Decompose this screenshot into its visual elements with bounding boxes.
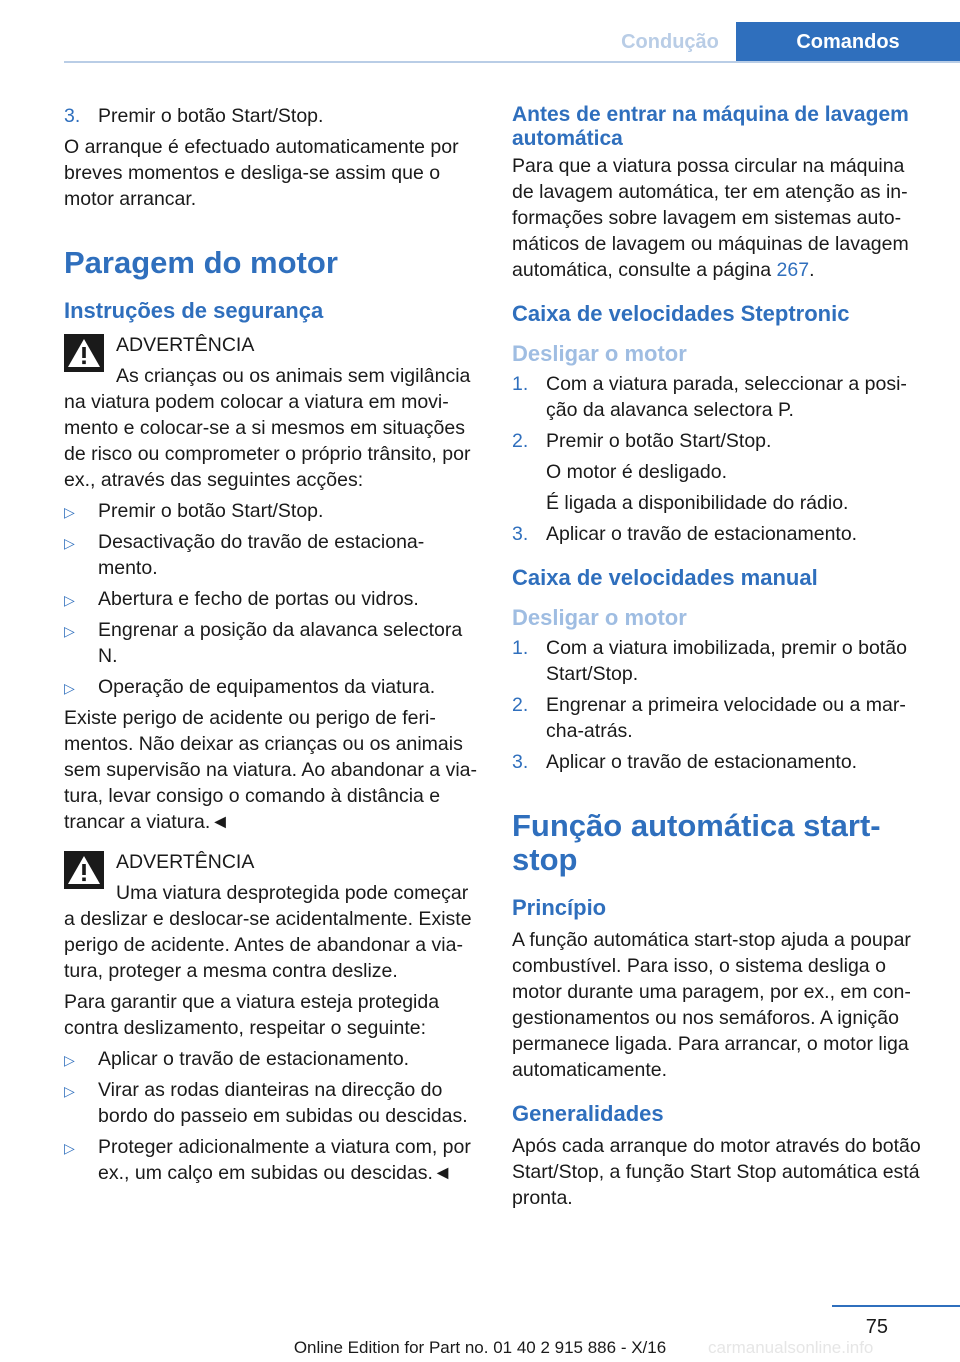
subsection-heading: Instruções de segurança xyxy=(64,298,324,323)
subsection-heading: Generalidades xyxy=(512,1101,664,1126)
step-text: Aplicar o travão de estacionamento. xyxy=(546,523,858,545)
list-item-text: Premir o botão Start/Stop. xyxy=(98,500,324,522)
subsection-heading: Caixa de velocidades Steptronic xyxy=(512,301,850,326)
minor-heading: Desligar o motor xyxy=(512,341,687,366)
step-text: Com a viatura imobilizada, premir o botão Start/Stop. xyxy=(546,637,907,685)
warning-text: Uma viatura desprotegida pode começar a deslizar e deslocar-se acidentalmente. Existe perigo de acidente. Antes de abandonar a via-tura, proteger a mesma contra deslize. xyxy=(64,882,472,982)
list-item-text: Virar as rodas dianteiras na direcção do bordo do passeio em subidas ou descidas. xyxy=(98,1079,468,1127)
warning-box xyxy=(64,849,478,984)
list-item-text: Desactivação do travão de estaciona-mento. xyxy=(98,531,425,579)
list-item xyxy=(64,1046,478,1072)
page-header xyxy=(0,0,960,62)
step-number: 3. xyxy=(512,751,529,773)
list-item xyxy=(64,103,478,129)
page-reference-link[interactable]: 267 xyxy=(776,259,810,281)
edition-footer: Online Edition for Part no. 01 40 2 915 886 - X/16 xyxy=(293,1338,667,1357)
list-item xyxy=(64,1134,478,1186)
chapter-tab: Comandos xyxy=(736,22,960,62)
bullet-list xyxy=(64,1046,478,1186)
bullet-triangle-icon: ▷ xyxy=(64,1083,75,1099)
list-item xyxy=(512,635,928,687)
section-tab: Condução xyxy=(604,22,736,62)
bullet-triangle-icon: ▷ xyxy=(64,1140,75,1156)
bullet-triangle-icon: ▷ xyxy=(64,535,75,551)
subsection-heading: Princípio xyxy=(512,895,607,920)
step-text: Com a viatura parada, seleccionar a posi-ção da alavanca selectora P. xyxy=(546,373,907,421)
list-item xyxy=(64,1077,478,1129)
continued-steps xyxy=(64,103,478,129)
footer-divider xyxy=(832,1305,960,1307)
page-number: 75 xyxy=(865,1316,888,1338)
bullet-triangle-icon: ▷ xyxy=(64,1052,75,1068)
list-item xyxy=(512,428,928,516)
paragraph: Após cada arranque do motor através do botão Start/Stop, a função Start Stop automática está pronta. xyxy=(512,1135,921,1209)
warning-triangle-icon xyxy=(64,851,104,889)
warning-title: ADVERTÊNCIA xyxy=(116,334,255,356)
section-heading: Função automática start-stop xyxy=(512,808,881,877)
list-item xyxy=(64,498,478,524)
bullet-triangle-icon: ▷ xyxy=(64,504,75,520)
list-item xyxy=(512,749,928,775)
step-number: 3. xyxy=(64,105,81,127)
carwash-text: Para que a viatura possa circular na máquina de lavagem automática, ter em atenção as in-formações sobre lavagem em sistemas auto-máticos de lavagem ou máquinas de lavagem automática, consulte a página xyxy=(512,155,909,281)
list-item xyxy=(64,674,478,700)
bullet-list xyxy=(64,498,478,700)
list-item xyxy=(512,521,928,547)
step-result: O motor é desligado. xyxy=(546,461,728,483)
list-item xyxy=(64,617,478,669)
watermark: carmanualsonline.info xyxy=(708,1338,874,1357)
list-item-text: Proteger adicionalmente a viatura com, por ex., um calço em subidas ou descidas.◄ xyxy=(98,1136,471,1184)
list-item xyxy=(512,692,928,744)
warning-triangle-icon xyxy=(64,334,104,372)
list-item-text: Operação de equipamentos da viatura. xyxy=(98,676,436,698)
paragraph: Para garantir que a viatura esteja protegida contra deslizamento, respeitar o seguinte: xyxy=(64,991,440,1039)
punctuation: . xyxy=(809,259,815,281)
step-text: Premir o botão Start/Stop. xyxy=(546,430,772,452)
paragraph: O arranque é efectuado automaticamente por breves momentos e desliga-se assim que o motor arrancar. xyxy=(64,136,459,210)
step-result: É ligada a disponibilidade do rádio. xyxy=(546,492,849,514)
step-text: Premir o botão Start/Stop. xyxy=(98,105,324,127)
numbered-list xyxy=(512,371,928,547)
header-divider xyxy=(64,61,960,63)
list-item-text: Abertura e fecho de portas ou vidros. xyxy=(98,588,419,610)
list-item-text: Aplicar o travão de estacionamento. xyxy=(98,1048,410,1070)
step-text: Engrenar a primeira velocidade ou a mar-cha-atrás. xyxy=(546,694,906,742)
list-item xyxy=(64,586,478,612)
section-heading: Paragem do motor xyxy=(64,245,338,280)
right-column xyxy=(512,103,928,1216)
warning-text: As crianças ou os animais sem vigilância na viatura podem colocar a viatura em movi-mento e colocar-se a si mesmos em situações de risco ou comprometer o próprio trânsito, por ex., através das seguintes acções: xyxy=(64,365,471,491)
step-number: 2. xyxy=(512,694,529,716)
step-text: Aplicar o travão de estacionamento. xyxy=(546,751,858,773)
warning-box xyxy=(64,332,478,493)
paragraph: Existe perigo de acidente ou perigo de feri-mentos. Não deixar as crianças ou os animais sem supervisão na viatura. Ao abandonar a via-tura, levar consigo o comando à distância e trancar a viatura.◄ xyxy=(64,707,477,833)
paragraph xyxy=(512,153,928,283)
subsection-heading: Antes de entrar na máquina de lavagem automática xyxy=(512,103,909,150)
paragraph: A função automática start-stop ajuda a poupar combustível. Para isso, o sistema desliga o motor durante uma paragem, por ex., em con-gestionamentos ou nos semáforos. A ignição permanece ligada. Para arrancar, o motor liga automaticamente. xyxy=(512,929,911,1081)
subsection-heading: Caixa de velocidades manual xyxy=(512,565,818,590)
minor-heading: Desligar o motor xyxy=(512,605,687,630)
list-item xyxy=(64,529,478,581)
step-number: 1. xyxy=(512,373,529,395)
left-column xyxy=(64,103,478,1191)
step-number: 1. xyxy=(512,637,529,659)
step-number: 3. xyxy=(512,523,529,545)
bullet-triangle-icon: ▷ xyxy=(64,592,75,608)
bullet-triangle-icon: ▷ xyxy=(64,623,75,639)
step-number: 2. xyxy=(512,430,529,452)
numbered-list xyxy=(512,635,928,775)
list-item-text: Engrenar a posição da alavanca selectora N. xyxy=(98,619,463,667)
list-item xyxy=(512,371,928,423)
bullet-triangle-icon: ▷ xyxy=(64,680,75,696)
warning-title: ADVERTÊNCIA xyxy=(116,851,255,873)
